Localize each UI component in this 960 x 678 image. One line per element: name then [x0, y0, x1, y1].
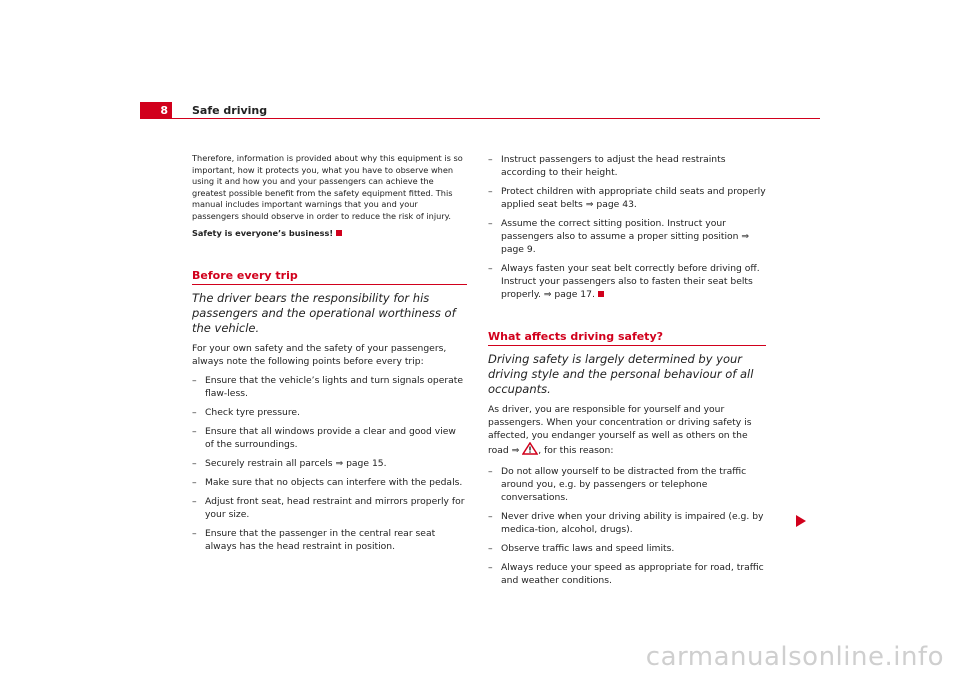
- checklist-continued: [488, 153, 766, 301]
- list-item: – Ensure that the passenger in the central rear seat always has the head restraint in position.: [192, 527, 467, 553]
- list-item: – Securely restrain all parcels ⇒ page 15.: [192, 457, 467, 470]
- list-item: – Instruct passengers to adjust the head restraints according to their height.: [488, 153, 766, 179]
- section-lead-before-trip: The driver bears the responsibility for his passengers and the operational worthiness of the vehicle.: [192, 290, 456, 335]
- body-text-before-icon: As driver, you are responsible for yourself and your passengers. When your concentration or driving safety is affected, you endanger yourself as well as others on the road ⇒: [488, 404, 752, 456]
- list-item: [488, 262, 766, 301]
- section-heading-before-trip: Before every trip: [192, 269, 467, 285]
- section-body-driving-safety: [488, 403, 766, 459]
- header-divider: [172, 118, 820, 119]
- list-item: – Check tyre pressure.: [192, 406, 467, 419]
- list-item: – Never drive when your driving ability is impaired (e.g. by medica-tion, alcohol, drugs).: [488, 510, 766, 536]
- body-text-after-icon: , for this reason:: [538, 445, 614, 456]
- safety-line-text: Safety is everyone’s business!: [192, 228, 334, 238]
- end-of-section-square-icon: [336, 230, 342, 236]
- checklist-driving-safety: [488, 465, 766, 587]
- intro-paragraph: Therefore, information is provided about why this equipment is so important, how it protects you, what you have to observe when using it and how you and your passengers can achieve the greatest possible benefit from the safety equipment fitted. This manual includes important warnings that you and your passengers should observe in order to reduce the risk of injury.: [192, 153, 463, 221]
- safety-line: [192, 228, 467, 240]
- list-item: – Observe traffic laws and speed limits.: [488, 542, 766, 555]
- watermark: carmanualsonline.info: [645, 642, 944, 672]
- list-item: – Do not allow yourself to be distracted from the traffic around you, e.g. by passengers or telephone conversations.: [488, 465, 766, 504]
- right-column: [488, 153, 766, 593]
- list-item: – Make sure that no objects can interfere with the pedals.: [192, 476, 467, 489]
- warning-triangle-icon: [522, 442, 538, 459]
- list-item: – Ensure that all windows provide a clear and good view of the surroundings.: [192, 425, 467, 451]
- left-column: [192, 153, 467, 559]
- list-item: – Assume the correct sitting position. Instruct your passengers also to assume a proper sitting position ⇒ page 9.: [488, 217, 766, 256]
- list-item: – Always reduce your speed as appropriate for road, traffic and weather conditions.: [488, 561, 766, 587]
- section-body-before-trip: For your own safety and the safety of your passengers, always note the following points before every trip:: [192, 342, 447, 367]
- next-page-arrow-icon: [796, 512, 806, 531]
- section-heading-driving-safety: What affects driving safety?: [488, 330, 766, 346]
- chapter-title: Safe driving: [192, 104, 268, 117]
- page-number: 8: [160, 104, 168, 117]
- checklist-before-trip: [192, 374, 467, 553]
- list-item: – Ensure that the vehicle’s lights and turn signals operate flaw-less.: [192, 374, 467, 400]
- list-item: – Adjust front seat, head restraint and mirrors properly for your size.: [192, 495, 467, 521]
- page-number-tab: [140, 102, 172, 119]
- list-item-text: Always fasten your seat belt correctly before driving off. Instruct your passengers also to fasten their seat belts properly. ⇒ page 17.: [501, 263, 760, 300]
- end-of-section-square-icon: [598, 291, 604, 297]
- section-lead-driving-safety: Driving safety is largely determined by your driving style and the personal behaviour of all occupants.: [488, 352, 754, 396]
- list-item: – Protect children with appropriate child seats and properly applied seat belts ⇒ page 43.: [488, 185, 766, 211]
